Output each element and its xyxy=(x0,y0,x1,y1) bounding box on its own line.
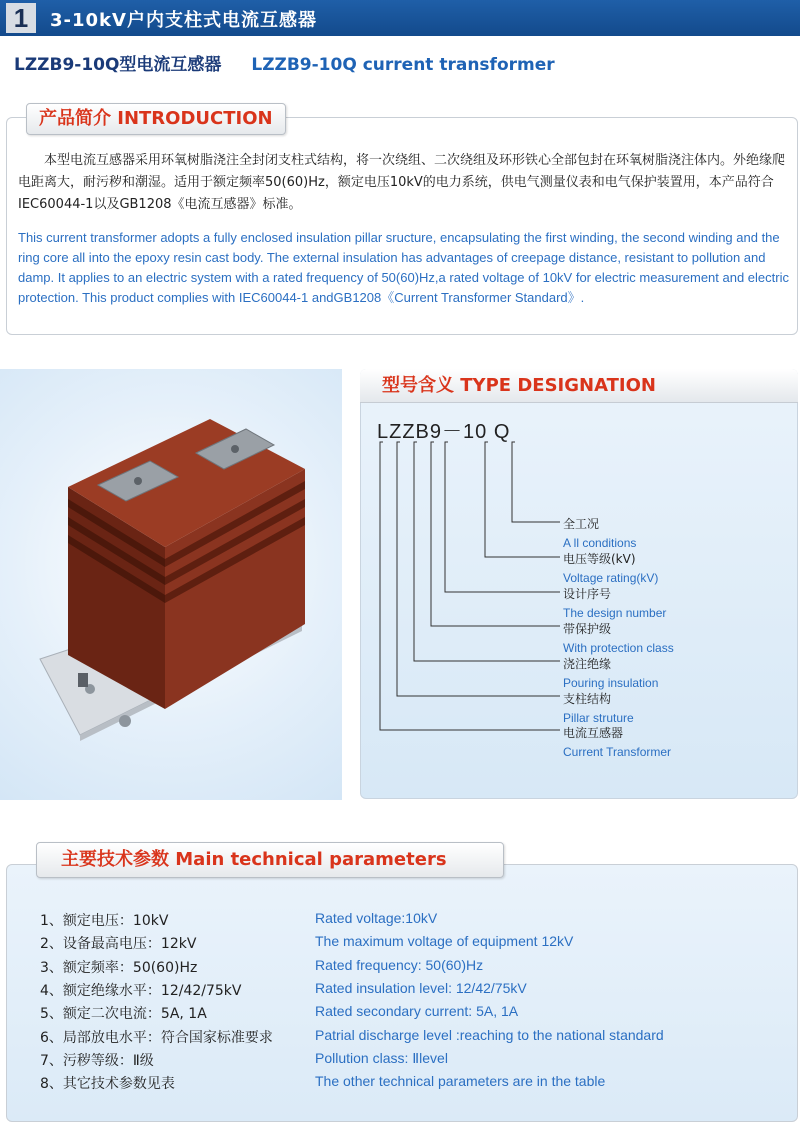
designation-item-voltage: 电压等级(kV) Voltage rating(kV) xyxy=(563,552,659,585)
parameter-row-en: Rated frequency: 50(60)Hz xyxy=(315,957,484,973)
parameter-row: 4、额定绝缘水平：12/42/75kV xyxy=(40,983,242,999)
parameter-row: 7、污秽等级：Ⅱ级 xyxy=(40,1053,154,1069)
type-designation-heading: 型号含义 TYPE DESIGNATION xyxy=(360,369,798,403)
parameter-row-en: The maximum voltage of equipment 12kV xyxy=(315,933,574,949)
designation-item-protection: 带保护级 With protection class xyxy=(563,622,674,655)
current-transformer-illustration xyxy=(0,369,342,800)
parameter-row: 3、额定频率：50(60)Hz xyxy=(40,960,198,976)
subtitle-zh: LZZB9-10Q型电流互感器 xyxy=(14,55,222,75)
parameter-row-en: Pollution class: Ⅱlevel xyxy=(315,1050,448,1066)
section-number: 1 xyxy=(6,3,36,33)
introduction-text-en: This current transformer adopts a fully enclosed insulation pillar sructure, encapsulating the first winding, the second winding and the ring core all into the epoxy resin cast body. The external insulation has advantages of creepage distance, resistant to pollution and damp. It applies to an electric system with a rated frequency of 50(60)Hz,a rated voltage of 10kV for electric measurement and electric protection. This product complies with IEC60044-1 andGB1208《Current Transformer Standard》. xyxy=(18,230,789,305)
parameter-row: 6、局部放电水平：符合国家标准要求 xyxy=(40,1030,273,1046)
introduction-heading: 产品简介 INTRODUCTION xyxy=(26,103,286,135)
parameters-heading: 主要技术参数 Main technical parameters xyxy=(36,842,504,878)
parameter-row: 2、设备最高电压：12kV xyxy=(40,936,197,952)
designation-item-transformer: 电流互感器 Current Transformer xyxy=(563,726,672,759)
model-code: LZZB9－10 Q xyxy=(377,421,511,443)
parameter-row: 1、额定电压：10kV xyxy=(40,913,169,929)
product-subtitle xyxy=(14,50,555,75)
introduction-text-zh: 本型电流互感器采用环氧树脂浇注全封闭支柱式结构，将一次绕组、二次绕组及环形铁心全部包封在环氧树脂浇注体内。外绝缘爬电距离大，耐污秽和潮湿。适用于额定频率50(60)Hz，额定电压10kV的电力系统，供电气测量仪表和电气保护装置用，本产品符合IEC60044-1以及GB1208《电流互感器》标准。 xyxy=(18,153,786,212)
parameter-row-en: The other technical parameters are in the table xyxy=(315,1073,606,1089)
parameter-row: 8、其它技术参数见表 xyxy=(40,1076,175,1092)
section-header-bar xyxy=(0,0,800,36)
parameter-row-en: Rated voltage:10kV xyxy=(315,910,438,926)
parameter-row-en: Patrial discharge level :reaching to the national standard xyxy=(315,1027,664,1043)
parameter-row: 5、额定二次电流：5A, 1A xyxy=(40,1006,207,1022)
section-title: 3-10kV户内支柱式电流互感器 xyxy=(50,10,317,31)
parameter-row-en: Rated secondary current: 5A, 1A xyxy=(315,1003,519,1019)
designation-bracket-lines xyxy=(360,440,580,750)
designation-item-structure: 支柱结构 Pillar struture xyxy=(563,692,634,725)
parameter-row-en: Rated insulation level: 12/42/75kV xyxy=(315,980,527,996)
designation-item-design-number: 设计序号 The design number xyxy=(563,587,667,620)
designation-item-conditions: 全工况 A ll conditions xyxy=(563,517,637,550)
product-photo xyxy=(0,369,342,800)
subtitle-en: LZZB9-10Q current transformer xyxy=(251,55,555,75)
designation-item-insulation: 浇注绝缘 Pouring insulation xyxy=(563,657,659,690)
